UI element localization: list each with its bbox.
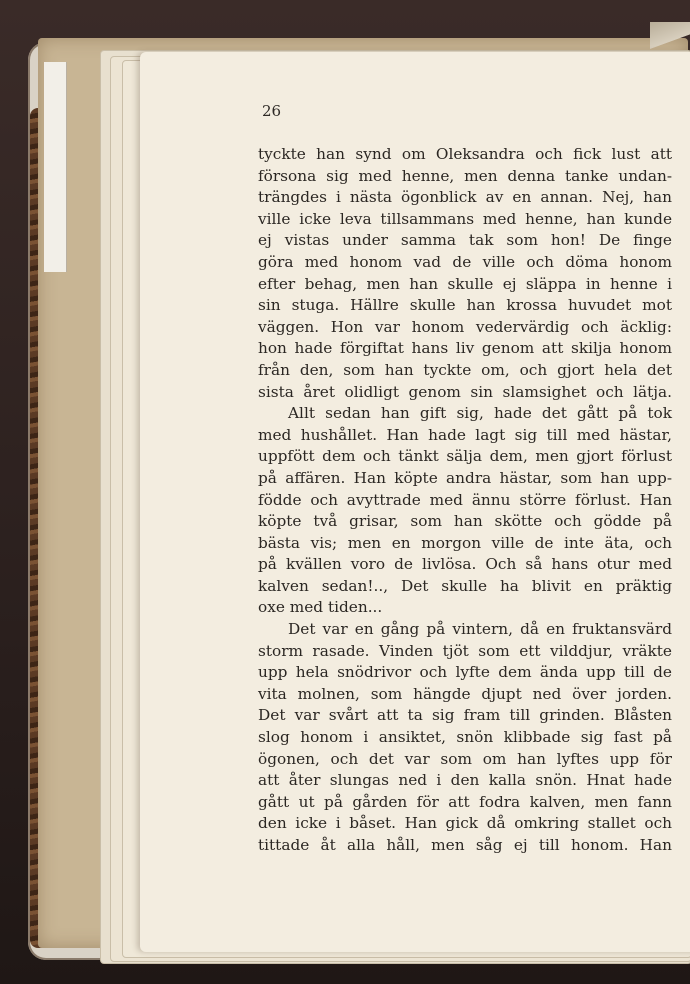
text-line: på affären. Han köpte andra hästar, som han upp-	[258, 468, 672, 487]
text-line: väggen. Hon var honom vedervärdig och äcklig:	[258, 317, 672, 336]
text-line: med hushållet. Han hade lagt sig till med hästar,	[258, 425, 672, 444]
text-line: Det var svårt att ta sig fram till grinden. Blåsten	[258, 706, 672, 725]
text-line: ville icke leva tillsammans med henne, han kunde	[258, 209, 672, 228]
text-line: sista året olidligt genom sin slamsighet och lätja.	[258, 382, 672, 401]
text-line: uppfött dem och tänkt sälja dem, men gjort förlust	[258, 447, 672, 466]
text-line: göra med honom vad de ville och döma honom	[258, 252, 672, 271]
text-line: födde och avyttrade med ännu större förlust. Han	[258, 490, 672, 509]
text-line: kalven sedan!.., Det skulle ha blivit en präktig	[258, 576, 672, 595]
body-text	[258, 144, 672, 857]
text-line: Allt sedan han gift sig, hade det gått på tok	[288, 404, 672, 423]
text-line: tyckte han synd om Oleksandra och fick lust att	[258, 145, 672, 163]
text-line: vita molnen, som hängde djupt ned över jorden.	[258, 684, 672, 703]
text-line: på kvällen voro de livlösa. Och så hans otur med	[258, 555, 672, 574]
text-line: bästa vis; men en morgon ville de inte äta, och	[258, 533, 672, 552]
text-line: köpte två grisar, som han skötte och gödde på	[258, 512, 672, 531]
text-line: trängdes i nästa ögonblick av en annan. Nej, han	[258, 188, 672, 207]
text-line: upp hela snödrivor och lyfte dem ända upp till de	[258, 663, 672, 682]
text-line: slog honom i ansiktet, snön klibbade sig fast på	[258, 728, 672, 747]
text-line: den icke i båset. Han gick då omkring stallet och	[258, 814, 672, 833]
endpaper-strip	[44, 62, 67, 272]
text-line: tittade åt alla håll, men såg ej till honom. Han	[258, 836, 672, 854]
text-line: gått ut på gården för att fodra kalven, men fann	[258, 792, 672, 811]
text-line: efter behag, men han skulle ej släppa in henne i	[258, 274, 672, 293]
text-line: ej vistas under samma tak som hon! De finge	[258, 231, 672, 250]
text-line: hon hade förgiftat hans liv genom att skilja honom	[258, 339, 672, 358]
text-line: sin stuga. Hällre skulle han krossa huvudet mot	[258, 296, 672, 315]
text-line: storm rasade. Vinden tjöt som ett vilddjur, vräkte	[258, 641, 672, 660]
torn-corner	[650, 22, 690, 52]
text-line: försona sig med henne, men denna tanke undan-	[258, 166, 672, 185]
text-line: Det var en gång på vintern, då en fruktansvärd	[288, 620, 672, 639]
text-line: från den, som han tyckte om, och gjort hela det	[258, 360, 672, 379]
text-line: oxe med tiden...	[258, 598, 383, 617]
text-line: att åter slungas ned i den kalla snön. Hnat hade	[258, 771, 672, 790]
page-number: 26	[262, 102, 282, 120]
text-line: ögonen, och det var som om han lyftes upp för	[258, 749, 672, 768]
